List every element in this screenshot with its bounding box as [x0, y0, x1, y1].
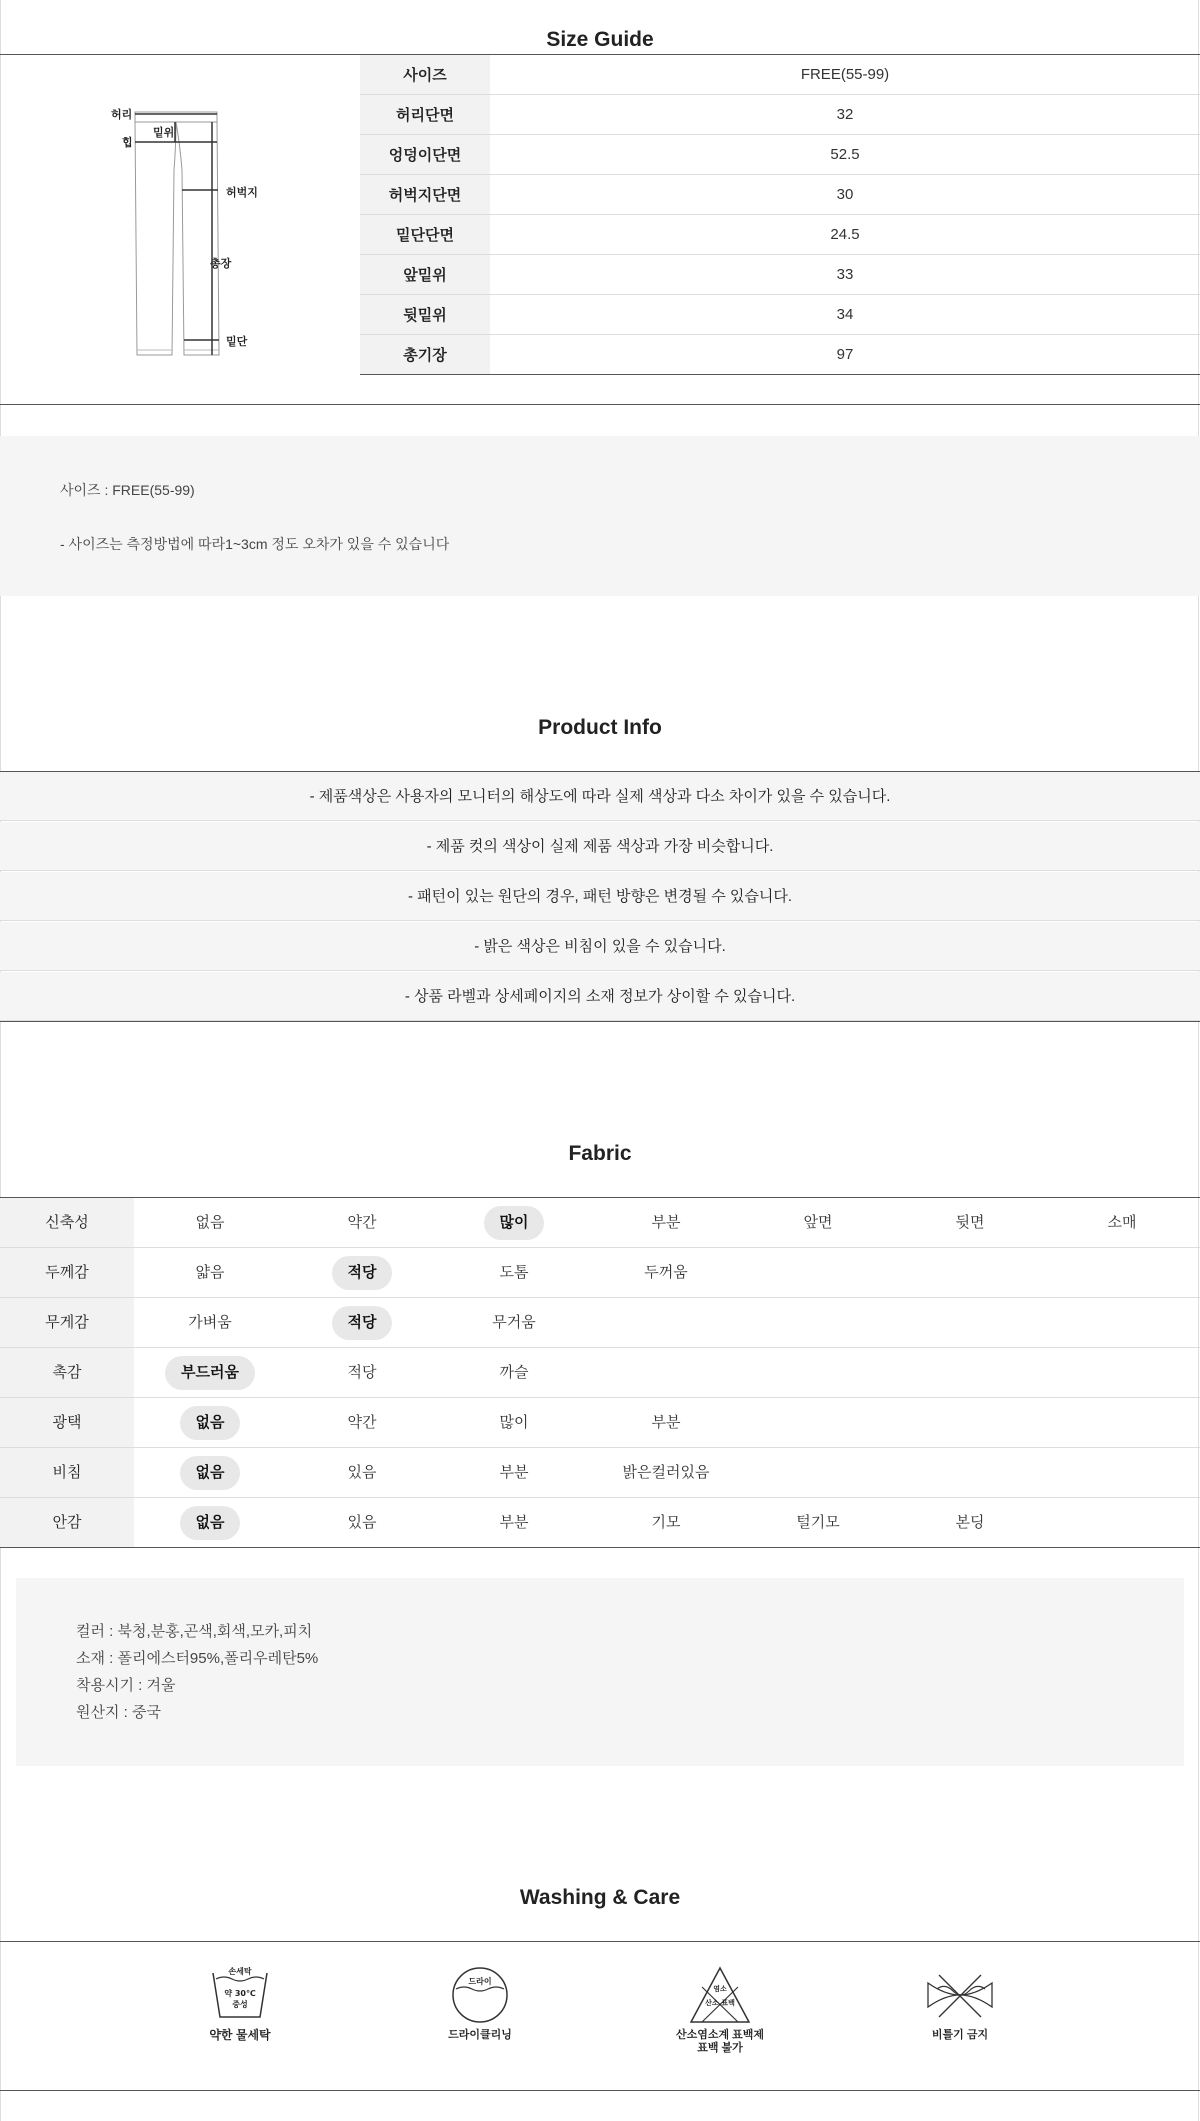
fabric-option: 부분: [651, 1214, 681, 1231]
divider: [0, 1547, 1200, 1548]
fabric-option: 부분: [651, 1414, 681, 1431]
table-row: 밑단단면 24.5: [360, 215, 1200, 255]
table-row: 허벅지단면 30: [360, 175, 1200, 215]
wash-label: 산소염소계 표백제: [675, 2029, 765, 2041]
spec-origin: 원산지 : 중국: [76, 1704, 161, 1721]
svg-text:염소: 염소: [713, 1985, 727, 1993]
table-row: 앞밑위 33: [360, 255, 1200, 295]
info-row: - 상품 라벨과 상세페이지의 소재 정보가 상이할 수 있습니다.: [0, 972, 1200, 1021]
fabric-option-selected: 없음: [134, 1398, 286, 1447]
hand-wash-item: [180, 1965, 300, 2042]
label-thigh: 허벅지: [226, 187, 258, 199]
no-wring-icon: [925, 1965, 995, 2025]
fabric-row-label: 안감: [0, 1498, 134, 1547]
spec-season: 착용시기 : 겨울: [76, 1677, 176, 1694]
label-waist: 허리: [111, 109, 133, 121]
fabric-option: 약간: [347, 1414, 377, 1431]
product-info-title: Product Info: [538, 716, 662, 739]
label-length: 총장: [210, 258, 232, 270]
fabric-option-selected: 많이: [438, 1198, 590, 1247]
fabric-option: 앞면: [803, 1214, 833, 1231]
no-bleach-item: [660, 1965, 780, 2055]
fabric-row-label: 두께감: [0, 1248, 134, 1297]
info-row: - 패턴이 있는 원단의 경우, 패턴 방향은 변경될 수 있습니다.: [0, 872, 1200, 921]
fabric-option-selected: 부드러움: [134, 1348, 286, 1397]
fabric-option: 털기모: [796, 1514, 840, 1531]
fabric-row: [0, 1198, 1200, 1248]
spec-color: 컬러 : 북청,분홍,곤색,회색,모카,피치: [76, 1623, 313, 1640]
svg-text:중성: 중성: [232, 2000, 248, 2009]
no-bleach-icon: [688, 1965, 752, 2025]
table-row: 사이즈 FREE(55-99): [360, 55, 1200, 95]
no-wring-item: [900, 1965, 1020, 2042]
svg-text:손세탁: 손세탁: [228, 1967, 252, 1976]
spec-material: 소재 : 폴리에스터95%,폴리우레탄5%: [76, 1650, 319, 1667]
fabric-option: 가벼움: [188, 1314, 232, 1331]
info-row: - 제품 컷의 색상이 실제 제품 색상과 가장 비슷합니다.: [0, 822, 1200, 871]
fabric-option: 있음: [347, 1514, 377, 1531]
table-row: 엉덩이단면 52.5: [360, 135, 1200, 175]
fabric-option: 부분: [499, 1464, 529, 1481]
fabric-option: 밝은컬러있음: [622, 1464, 710, 1481]
fabric-option: 두꺼움: [644, 1264, 688, 1281]
wash-label: 드라이클리닝: [448, 2029, 512, 2041]
divider: [0, 404, 1200, 405]
wash-label: 비틀기 금지: [931, 2029, 989, 2041]
fabric-option-selected: 적당: [286, 1248, 438, 1297]
fabric-title: Fabric: [568, 1142, 632, 1165]
label-rise: 밑위: [153, 127, 175, 139]
fabric-option: 없음: [195, 1214, 225, 1231]
fabric-row: [0, 1348, 1200, 1398]
fabric-row-label: 무게감: [0, 1298, 134, 1347]
svg-text:약 30℃: 약 30℃: [224, 1989, 256, 1998]
fabric-option-selected: 없음: [134, 1448, 286, 1497]
wash-label: 약한 물세탁: [209, 2028, 271, 2042]
fabric-option: 많이: [499, 1414, 529, 1431]
fabric-option: 무거움: [492, 1314, 536, 1331]
fabric-row-label: 촉감: [0, 1348, 134, 1397]
fabric-option: 얇음: [195, 1264, 225, 1281]
wash-label: 표백 불가: [697, 2042, 743, 2054]
fabric-option: 도톰: [499, 1264, 529, 1281]
fabric-option-selected: 없음: [134, 1498, 286, 1547]
label-hip: 힙: [122, 137, 133, 149]
fabric-option: 뒷면: [955, 1214, 985, 1231]
svg-text:산소.표백: 산소.표백: [705, 1999, 735, 2007]
fabric-row: [0, 1498, 1200, 1548]
fabric-row-label: 비침: [0, 1448, 134, 1497]
washing-title: Washing & Care: [519, 1886, 681, 1909]
fabric-row: [0, 1448, 1200, 1498]
fabric-row-label: 광택: [0, 1398, 134, 1447]
divider: [0, 1941, 1200, 1942]
fabric-row: [0, 1248, 1200, 1298]
fabric-row: [0, 1398, 1200, 1448]
fabric-option: 있음: [347, 1464, 377, 1481]
fabric-option: 까슬: [499, 1364, 529, 1381]
table-row: 허리단면 32: [360, 95, 1200, 135]
divider: [0, 1021, 1200, 1022]
dry-clean-item: [420, 1965, 540, 2042]
size-note: - 사이즈는 측정방법에 따라1~3cm 정도 오차가 있을 수 있습니다: [60, 536, 450, 552]
spec-box: [16, 1578, 1184, 1766]
fabric-option: 본딩: [955, 1514, 985, 1531]
size-note: 사이즈 : FREE(55-99): [60, 482, 195, 498]
size-table: [360, 55, 1200, 375]
label-hem: 밑단: [226, 336, 248, 348]
fabric-option: 소매: [1107, 1214, 1137, 1231]
fabric-row-label: 신축성: [0, 1198, 134, 1247]
fabric-option: 부분: [499, 1514, 529, 1531]
size-note-box: [0, 436, 1200, 596]
divider: [0, 2090, 1200, 2091]
table-row: 총기장 97: [360, 335, 1200, 375]
hand-wash-icon: [210, 1965, 270, 2025]
fabric-option: 기모: [651, 1514, 681, 1531]
svg-text:드라이: 드라이: [468, 1977, 492, 1986]
table-row: 뒷밑위 34: [360, 295, 1200, 335]
info-row: - 제품색상은 사용자의 모니터의 해상도에 따라 실제 색상과 다소 차이가 있을 수 있습니다.: [0, 772, 1200, 821]
size-guide-title: Size Guide: [546, 28, 654, 51]
fabric-option: 적당: [347, 1364, 377, 1381]
fabric-option: 약간: [347, 1214, 377, 1231]
fabric-row: [0, 1298, 1200, 1348]
fabric-option-selected: 적당: [286, 1298, 438, 1347]
dry-clean-icon: [450, 1965, 510, 2025]
info-row: - 밝은 색상은 비침이 있을 수 있습니다.: [0, 922, 1200, 971]
